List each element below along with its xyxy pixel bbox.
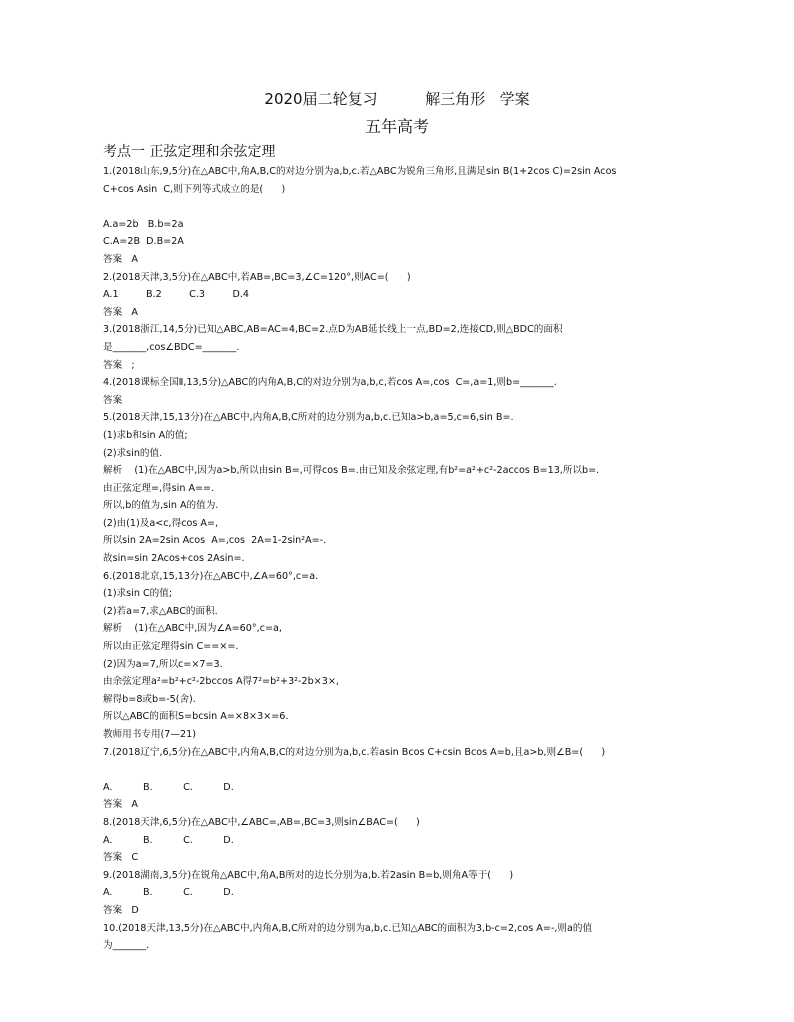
- text-line: 答案 D: [103, 904, 139, 916]
- text-line: 答案: [103, 394, 123, 406]
- text-line: (1)求b和sin A的值;: [103, 429, 188, 441]
- text-line: 解析 (1)在△ABC中,因为∠A=60°,c=a,: [103, 623, 282, 635]
- text-line: 3.(2018浙江,14,5分)已知△ABC,AB=AC=4,BC=2.点D为AB延长线上一点,BD=2,连接CD,则△BDC的面积: [103, 324, 563, 336]
- text-line: 所以△ABC的面积S=bcsin A=×8×3×=6.: [103, 711, 289, 723]
- text-line: 2.(2018天津,3,5分)在△ABC中,若AB=,BC=3,∠C=120°,则AC=( ): [103, 271, 411, 283]
- text-line: 9.(2018湖南,3,5分)在锐角△ABC中,角A,B所对的边长分别为a,b.若2asin B=b,则角A等于( ): [103, 869, 514, 881]
- text-line: 答案 ;: [103, 359, 135, 371]
- text-line: (2)求sin的值.: [103, 447, 163, 459]
- text-line: A. B. C. D.: [103, 781, 234, 793]
- text-line: 6.(2018北京,15,13分)在△ABC中,∠A=60°,c=a.: [103, 570, 319, 582]
- text-line: (1)求sin C的值;: [103, 588, 173, 600]
- text-line: 是_______,cos∠BDC=_______.: [103, 341, 240, 353]
- text-line: C+cos Asin C,则下列等式成立的是( ): [103, 183, 286, 195]
- text-line: 答案 A: [103, 799, 138, 811]
- text-line: 答案 A: [103, 306, 138, 318]
- text-line: 10.(2018天津,13,5分)在△ABC中,内角A,B,C所对的边分别为a,b,c.已知△ABC的面积为3,b-c=2,cos A=-,则a的值: [103, 922, 593, 934]
- text-line: A. B. C. D.: [103, 834, 234, 846]
- text-line: 5.(2018天津,15,13分)在△ABC中,内角A,B,C所对的边分别为a,b,c.已知a>b,a=5,c=6,sin B=.: [103, 412, 514, 424]
- text-line: 所以,b的值为,sin A的值为.: [103, 500, 219, 512]
- text-line: 由余弦定理a²=b²+c²-2bccos A得7²=b²+3²-2b×3×,: [103, 676, 339, 688]
- text-line: 解析 (1)在△ABC中,因为a>b,所以由sin B=,可得cos B=.由已知及余弦定理,有b²=a²+c²-2accos B=13,所以b=.: [103, 465, 600, 477]
- text-line: 4.(2018课标全国Ⅱ,13,5分)△ABC的内角A,B,C的对边分别为a,b,c,若cos A=,cos C=,a=1,则b=_______.: [103, 377, 557, 389]
- text-line: 教师用书专用(7—21): [103, 729, 196, 740]
- text-line: C.A=2B D.B=2A: [103, 236, 184, 248]
- text-line: 解得b=8或b=-5(舍).: [103, 693, 196, 705]
- text-line: A.1 B.2 C.3 D.4: [103, 289, 250, 301]
- text-line: 由正弦定理=,得sin A==.: [103, 482, 215, 494]
- document-subtitle: 五年高考: [364, 117, 429, 136]
- text-line: 8.(2018天津,6,5分)在△ABC中,∠ABC=,AB=,BC=3,则sin∠BAC=( ): [103, 816, 420, 828]
- document-body: [103, 163, 703, 955]
- document-title: 2020届二轮复习 解三角形 学案: [264, 90, 530, 108]
- text-line: 故sin=sin 2Acos+cos 2Asin=.: [103, 553, 245, 565]
- text-line: (2)由(1)及a<c,得cos A=,: [103, 517, 219, 529]
- section-heading: 考点一 正弦定理和余弦定理: [103, 144, 276, 160]
- text-line: A.a=2b B.b=2a: [103, 218, 184, 230]
- text-line: 所以sin 2A=2sin Acos A=,cos 2A=1-2sin²A=-.: [103, 535, 327, 547]
- text-line: 所以由正弦定理得sin C==×=.: [103, 641, 239, 653]
- text-line: 7.(2018辽宁,6,5分)在△ABC中,内角A,B,C的对边分别为a,b,c.若asin Bcos C+csin Bcos A=b,且a>b,则∠B=( ): [103, 746, 606, 758]
- text-line: (2)若a=7,求△ABC的面积.: [103, 605, 218, 617]
- text-line: 为_______.: [103, 940, 150, 952]
- text-line: 答案 C: [103, 852, 139, 864]
- text-line: (2)因为a=7,所以c=×7=3.: [103, 658, 223, 670]
- text-line: A. B. C. D.: [103, 887, 234, 899]
- blank-line: [103, 198, 703, 216]
- text-line: 答案 A: [103, 253, 138, 265]
- blank-line: [103, 761, 703, 779]
- text-line: 1.(2018山东,9,5分)在△ABC中,角A,B,C的对边分别为a,b,c.若△ABC为锐角三角形,且满足sin B(1+2cos C)=2sin Acos: [103, 166, 617, 177]
